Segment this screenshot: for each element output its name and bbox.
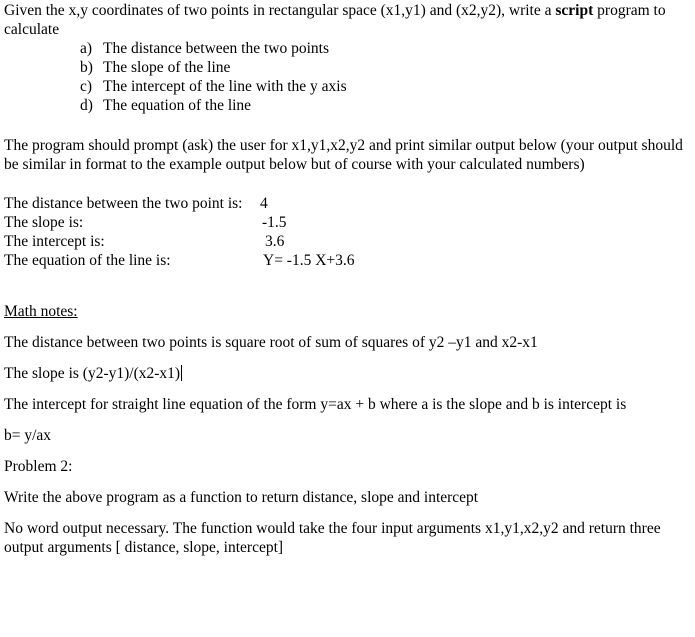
example-output-row (4, 194, 355, 213)
math-note-slope (4, 364, 690, 383)
task-text: The distance between the two points (103, 40, 329, 57)
task-item (80, 39, 690, 58)
problem2-line1: Write the above program as a function to return distance, slope and intercept (4, 489, 479, 506)
example-output-value: 4 (260, 195, 268, 212)
task-marker: d) (80, 97, 93, 114)
task-text: The slope of the line (103, 59, 231, 76)
task-marker: c) (80, 78, 93, 95)
math-notes-heading: Math notes: (4, 303, 78, 320)
example-output-row (4, 213, 355, 232)
task-text: The equation of the line (103, 97, 252, 114)
task-item (80, 96, 690, 115)
intro-text-start: Given the x,y coordinates of two points in rectangular space (x1,y1) and (x2,y2), write a (4, 2, 556, 19)
example-output-table (4, 194, 355, 270)
task-item (80, 77, 690, 96)
example-output-label: The equation of the line is: (4, 252, 171, 269)
intro-bold-word: script (555, 2, 594, 19)
task-list (4, 39, 690, 115)
example-output-label: The intercept is: (4, 233, 105, 250)
math-note-formula: b= y/ax (4, 427, 52, 444)
intro-text-end: program to calculate (4, 2, 666, 38)
document-page (4, 0, 690, 557)
task-marker: b) (80, 59, 93, 76)
example-output-value: Y= -1.5 X+3.6 (263, 252, 355, 269)
math-note-slope-text: The slope is (y2-y1)/(x2-x1) (4, 365, 181, 382)
problem2-heading: Problem 2: (4, 458, 73, 475)
intro-paragraph (4, 1, 690, 39)
example-output-row (4, 251, 355, 270)
task-marker: a) (80, 40, 93, 57)
example-output-value: 3.6 (265, 233, 285, 250)
example-output-label: The distance between the two point is: (4, 195, 243, 212)
problem2-line2: No word output necessary. The function would take the four input arguments x1,y1,x2,y2 and return three output arguments [ distance, slope, intercept] (4, 520, 661, 556)
task-text: The intercept of the line with the y axis (103, 78, 347, 95)
example-output-row (4, 232, 355, 251)
math-note-distance: The distance between two points is square root of sum of squares of y2 –y1 and x2-x1 (4, 334, 538, 351)
text-cursor (181, 365, 182, 381)
example-output-label: The slope is: (4, 214, 84, 231)
example-output-value: -1.5 (262, 214, 287, 231)
math-note-intercept: The intercept for straight line equation of the form y=ax + b where a is the slope and b is intercept is (4, 396, 627, 413)
prompt-paragraph: The program should prompt (ask) the user for x1,y1,x2,y2 and print similar output below (your output should be similar in format to the example output below but of course with your calculated numbers) (4, 137, 683, 173)
task-item (80, 58, 690, 77)
